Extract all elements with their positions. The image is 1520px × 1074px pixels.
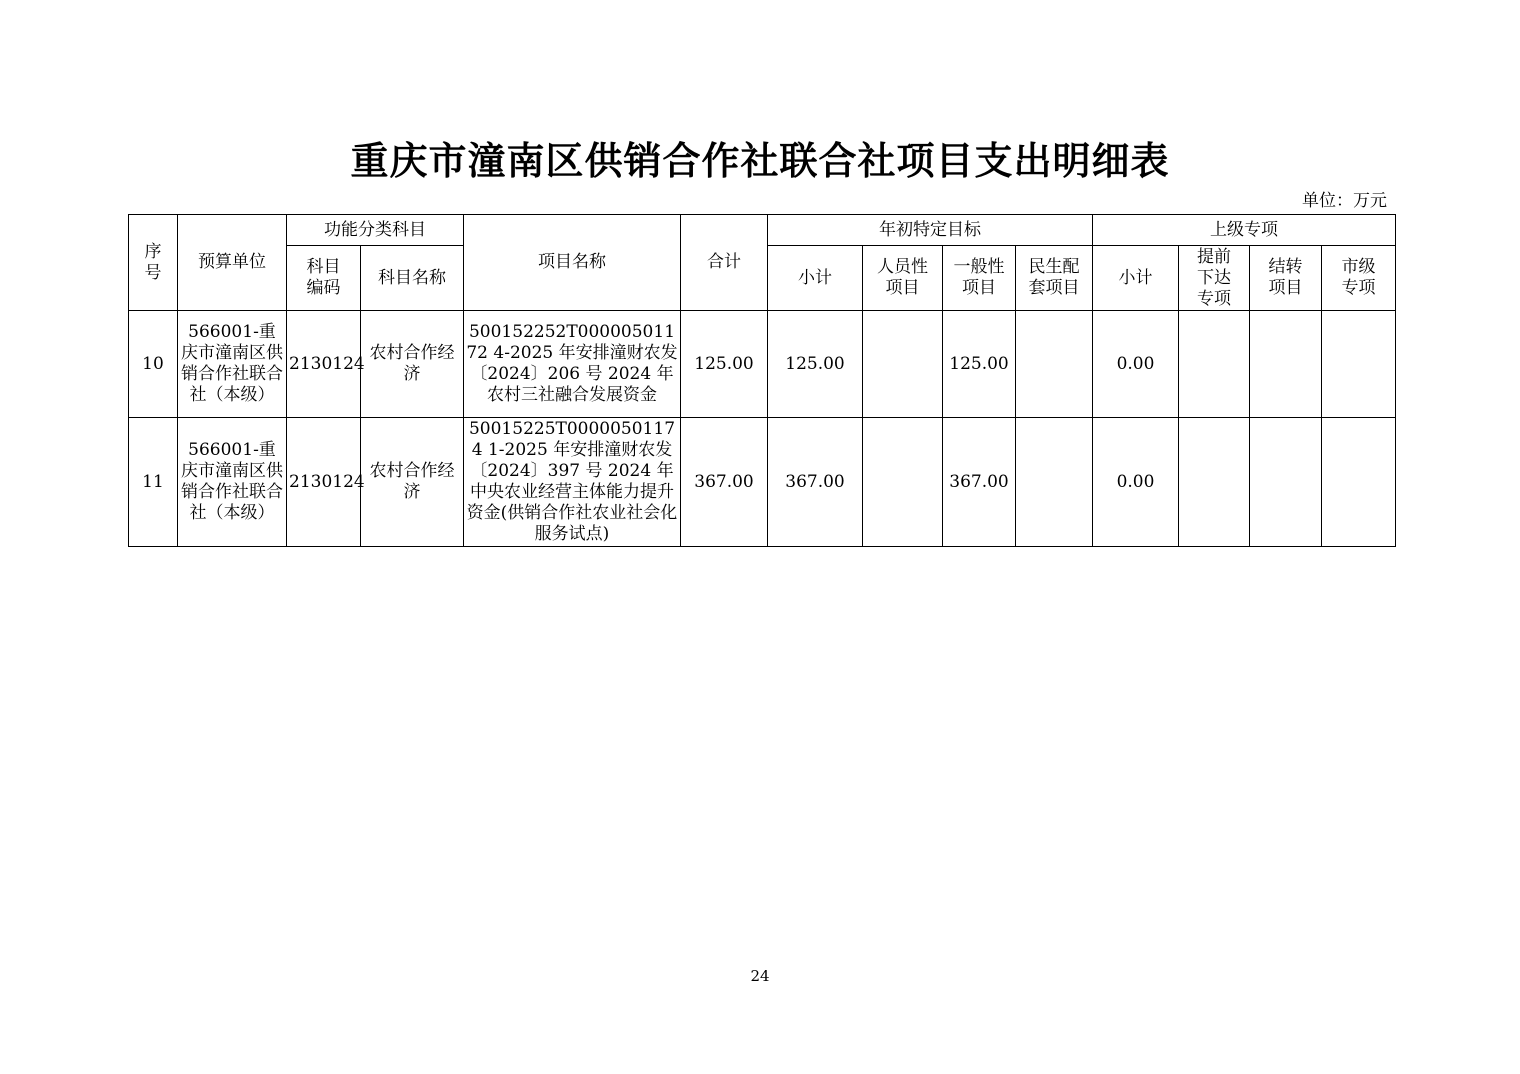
header-budget-unit: 预算单位 [178, 215, 287, 311]
header-superior-subtotal: 小计 [1093, 246, 1179, 311]
cell-seq: 10 [129, 311, 178, 418]
expenditure-table [128, 214, 1396, 547]
header-seq: 序号 [129, 215, 178, 311]
cell-subject-name: 农村合作经济 [361, 311, 464, 418]
header-city-special: 市级专项 [1322, 246, 1396, 311]
cell-total: 125.00 [681, 311, 768, 418]
cell-superior-subtotal: 0.00 [1093, 418, 1179, 547]
header-livelihood: 民生配套项目 [1016, 246, 1093, 311]
header-annual-subtotal: 小计 [768, 246, 863, 311]
header-row-1 [129, 215, 1396, 246]
header-total: 合计 [681, 215, 768, 311]
header-func-category: 功能分类科目 [287, 215, 464, 246]
page-number: 24 [750, 967, 770, 985]
cell-livelihood [1016, 418, 1093, 547]
cell-personnel [863, 418, 943, 547]
table-row [129, 311, 1396, 418]
unit-label: 单位：万元 [1302, 191, 1387, 211]
cell-advance [1179, 311, 1250, 418]
cell-budget-unit: 566001-重庆市潼南区供销合作社联合社（本级） [178, 311, 287, 418]
cell-livelihood [1016, 311, 1093, 418]
header-subject-code: 科目编码 [287, 246, 361, 311]
cell-project-name: 50015225T00000501174 1-2025 年安排潼财农发〔2024〕397 号 2024 年中央农业经营主体能力提升资金(供销合作社农业社会化服务试点) [464, 418, 681, 547]
header-carryover: 结转项目 [1250, 246, 1322, 311]
cell-total: 367.00 [681, 418, 768, 547]
cell-annual-subtotal: 125.00 [768, 311, 863, 418]
cell-advance [1179, 418, 1250, 547]
header-advance: 提前下达专项 [1179, 246, 1250, 311]
cell-subject-name: 农村合作经济 [361, 418, 464, 547]
page-title: 重庆市潼南区供销合作社联合社项目支出明细表 [350, 139, 1170, 183]
cell-general: 125.00 [943, 311, 1016, 418]
cell-personnel [863, 311, 943, 418]
cell-carryover [1250, 418, 1322, 547]
cell-subject-code: 2130124 [287, 418, 361, 547]
header-project-name: 项目名称 [464, 215, 681, 311]
header-superior-special: 上级专项 [1093, 215, 1396, 246]
cell-city-special [1322, 418, 1396, 547]
cell-city-special [1322, 311, 1396, 418]
header-general: 一般性项目 [943, 246, 1016, 311]
table-row [129, 418, 1396, 547]
cell-project-name: 500152252T00000501172 4-2025 年安排潼财农发〔2024〕206 号 2024 年农村三社融合发展资金 [464, 311, 681, 418]
cell-general: 367.00 [943, 418, 1016, 547]
cell-seq: 11 [129, 418, 178, 547]
cell-superior-subtotal: 0.00 [1093, 311, 1179, 418]
header-annual-target: 年初特定目标 [768, 215, 1093, 246]
header-subject-name: 科目名称 [361, 246, 464, 311]
cell-annual-subtotal: 367.00 [768, 418, 863, 547]
cell-carryover [1250, 311, 1322, 418]
cell-budget-unit: 566001-重庆市潼南区供销合作社联合社（本级） [178, 418, 287, 547]
cell-subject-code: 2130124 [287, 311, 361, 418]
header-personnel: 人员性项目 [863, 246, 943, 311]
